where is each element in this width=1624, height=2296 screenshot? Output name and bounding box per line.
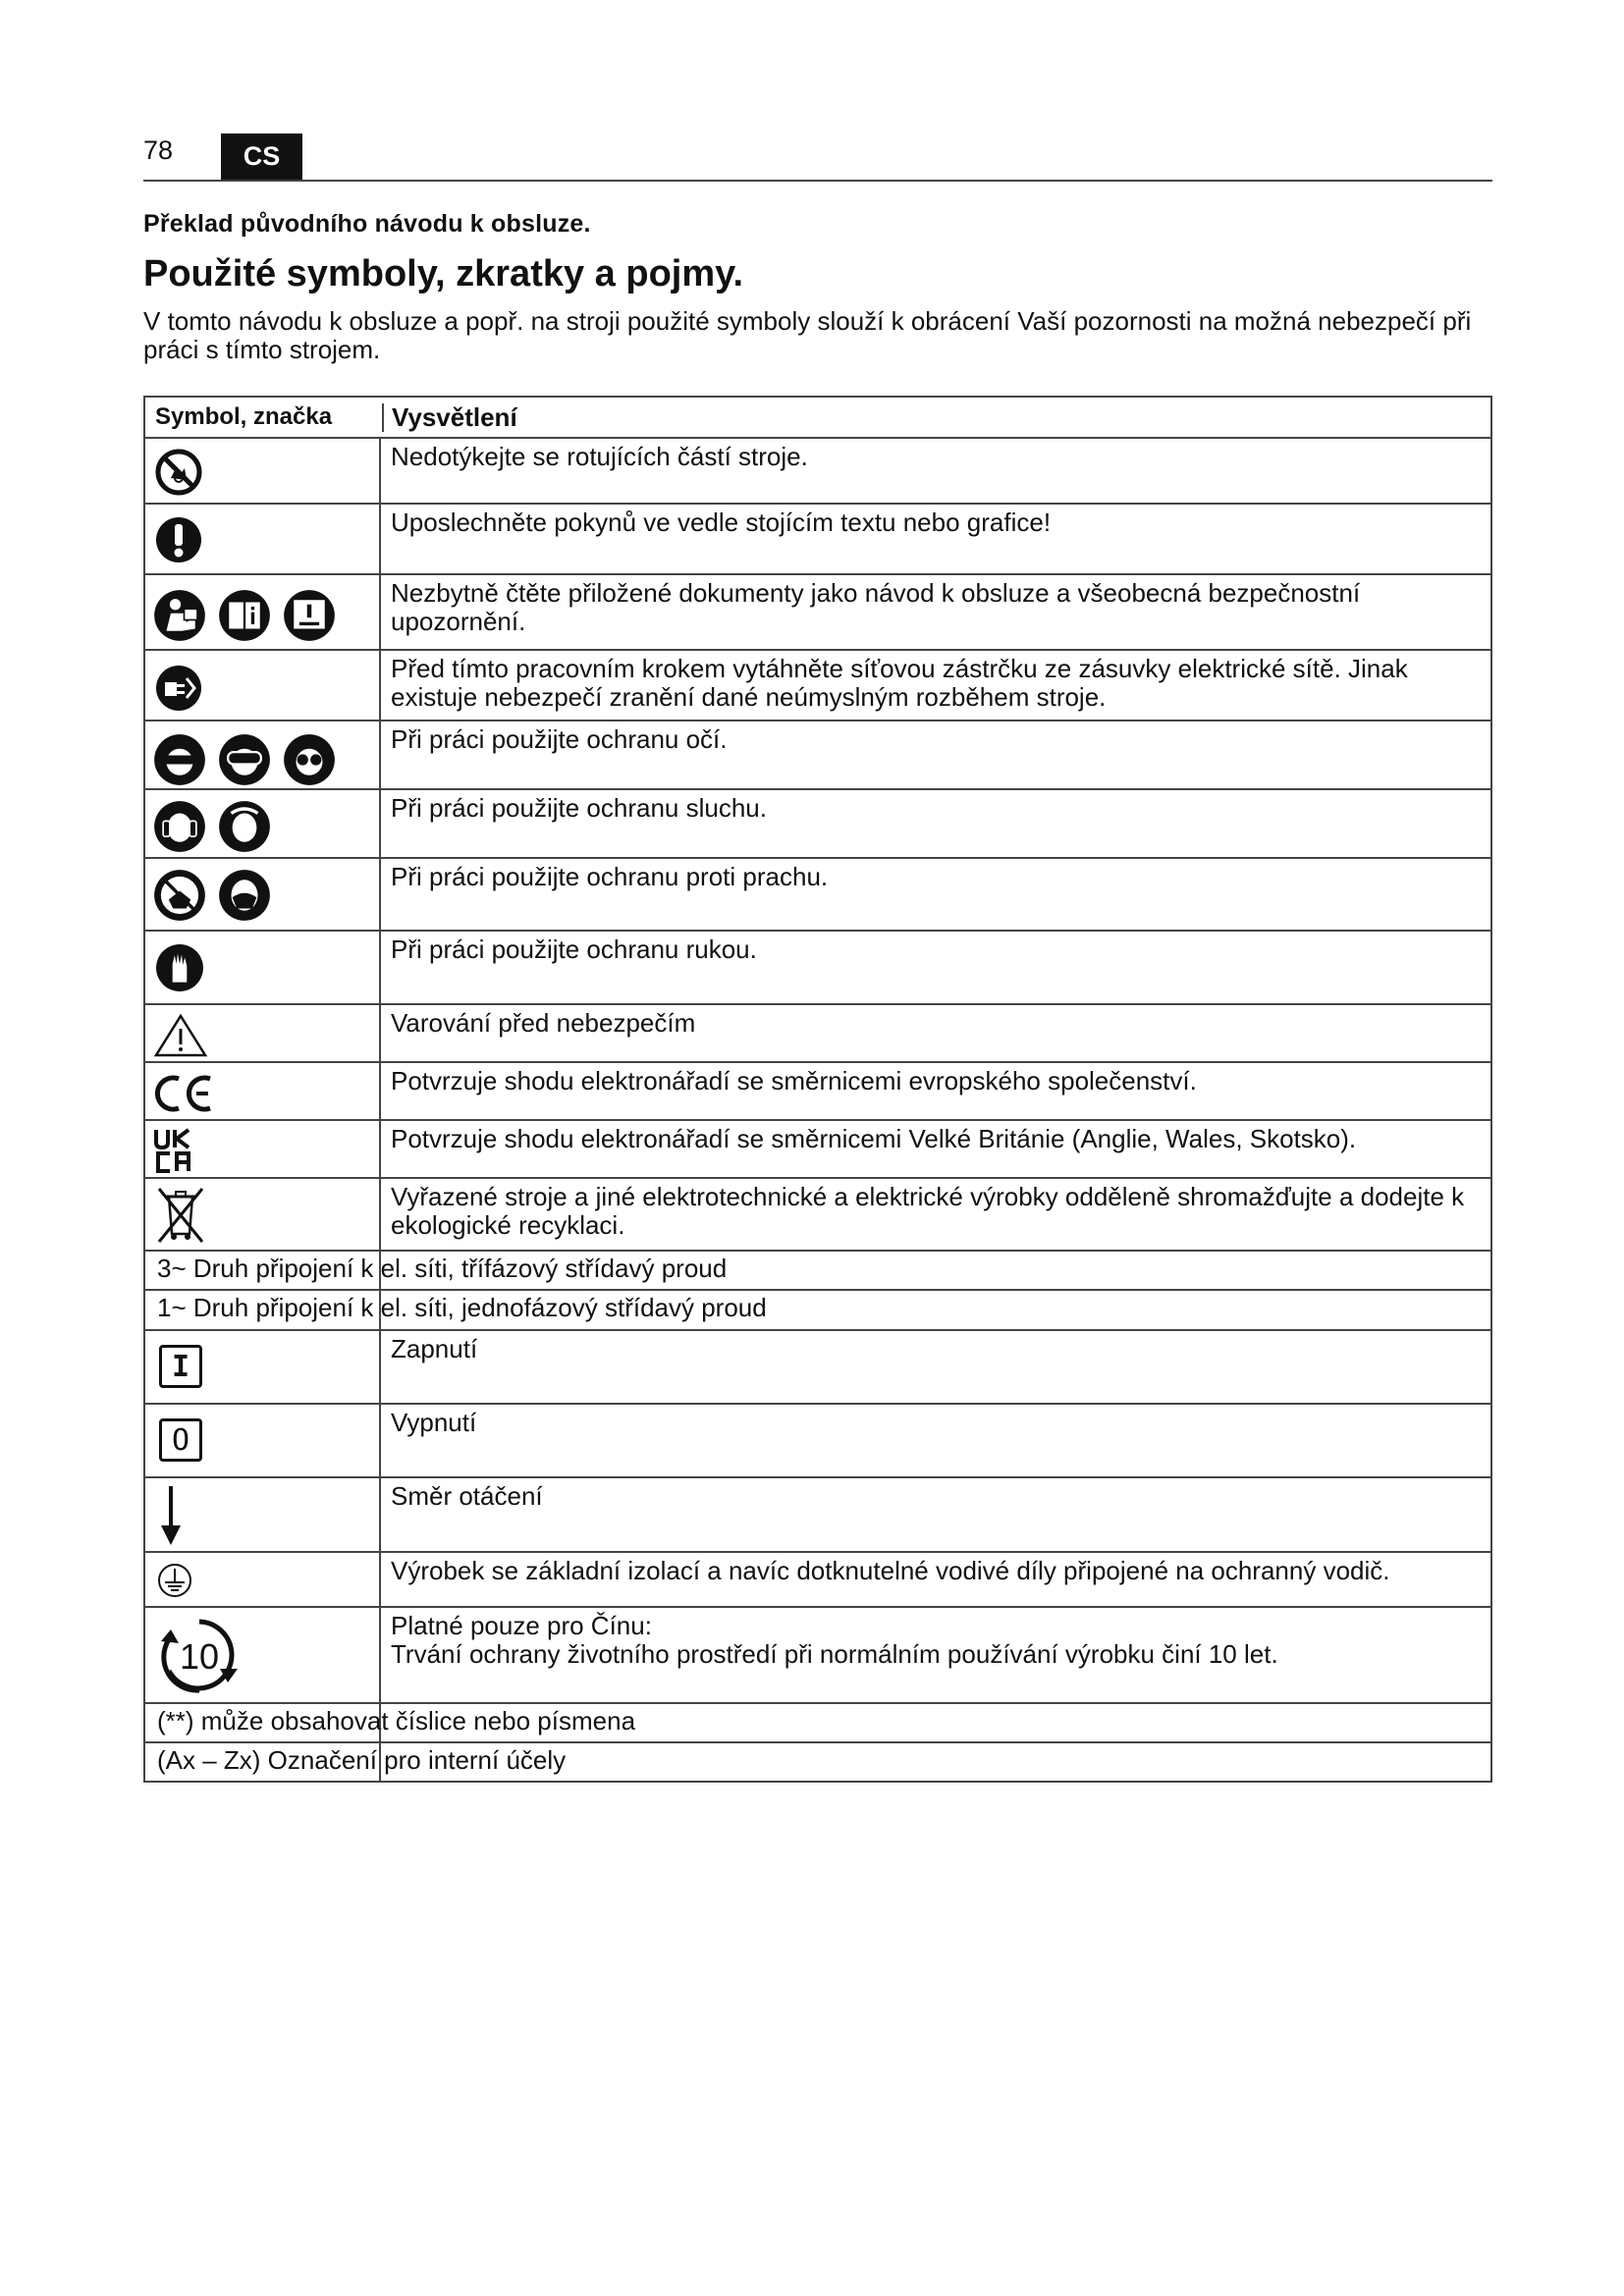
header-symbol: Symbol, značka: [155, 403, 333, 430]
warning-triangle-icon: [153, 1013, 208, 1058]
table-row: [145, 788, 1490, 857]
row-text: Při práci použijte ochranu rukou.: [391, 934, 757, 964]
row-text: Potvrzuje shodu elektronářadí se směrnicemi Velké Británie (Anglie, Wales, Skotsko).: [391, 1124, 1357, 1153]
hearing-protection-icon: [145, 790, 381, 857]
row-text: [391, 1612, 1483, 1669]
face-mask-icon: [218, 869, 271, 922]
table-row: [145, 1476, 1490, 1551]
row-text: Uposlechněte pokynů ve vedle stojícím textu nebo grafice!: [391, 507, 1052, 537]
manual-book-icon: [218, 589, 271, 642]
row-text: 3~ Druh připojení k el. síti, třífázový střídavý proud: [157, 1254, 728, 1283]
no-touch-rotating-icon: [155, 449, 202, 496]
weee-bin-icon: [155, 1185, 206, 1246]
ear-muffs-icon: [153, 800, 206, 853]
row-text: (Ax – Zx) Označení pro interní účely: [157, 1745, 567, 1775]
table-row: [145, 1702, 1490, 1741]
eye-protection-glasses-icon: [283, 733, 336, 786]
table-row: [145, 930, 1490, 1003]
row-text: Potvrzuje shodu elektronářadí se směrnicemi evropského společenství.: [391, 1066, 1197, 1095]
page-title: Použité symboly, zkratky a pojmy.: [143, 253, 744, 294]
row-text: Při práci použijte ochranu očí.: [391, 724, 728, 754]
china-efup-icon: [155, 1614, 244, 1698]
china-efup-label: 10: [179, 1636, 220, 1677]
safety-notes-icon: [283, 589, 336, 642]
table-row: [145, 1003, 1490, 1061]
dust-mask-icon: [145, 859, 381, 930]
table-row: [145, 649, 1490, 720]
ce-mark-icon: [153, 1073, 216, 1114]
table-row: [145, 1061, 1490, 1119]
china-line2: Trvání ochrany životního prostředí při normálním používání výrobku činí 10 let.: [391, 1639, 1278, 1669]
header-explanation: Vysvětlení: [382, 403, 1483, 432]
subtitle: Překlad původního návodu k obsluze.: [143, 210, 591, 238]
row-text: Výrobek se základní izolací a navíc dotknutelné vodivé díly připojené na ochranný vodič.: [391, 1556, 1390, 1585]
table-row: [145, 720, 1490, 788]
table-row: [145, 857, 1490, 930]
eye-protection-goggles-icon: [218, 733, 271, 786]
table-row: [145, 1403, 1490, 1476]
row-text: Nezbytně čtěte přiložené dokumenty jako návod k obsluze a všeobecná bezpečnostní upozornění.: [391, 578, 1361, 636]
china-line1: Platné pouze pro Čínu:: [391, 1611, 652, 1640]
symbol-table: [143, 396, 1492, 1783]
protective-earth-icon: [157, 1563, 192, 1598]
table-row: [145, 1741, 1490, 1781]
table-row: [145, 573, 1490, 649]
row-text: Směr otáčení: [391, 1481, 543, 1511]
rotation-direction-icon: [159, 1484, 183, 1547]
header-divider: [143, 180, 1492, 182]
language-badge: CS: [221, 133, 302, 180]
power-on-icon: I: [159, 1345, 202, 1388]
table-row: [145, 503, 1490, 573]
ukca-mark-icon: [153, 1127, 198, 1174]
row-text: Vypnutí: [391, 1408, 477, 1437]
ear-plugs-icon: [218, 800, 271, 853]
exclamation-icon: [155, 516, 202, 563]
eye-protection-visor-icon: [153, 733, 206, 786]
gloves-icon: [155, 943, 204, 992]
intro-paragraph: V tomto návodu k obsluze a popř. na stroji použité symboly slouží k obrácení Vaší pozornosti na možná nebezpečí při práci s tímto strojem.: [143, 306, 1472, 364]
page-number: 78: [143, 135, 174, 165]
table-row: [145, 1551, 1490, 1606]
table-row: [145, 1177, 1490, 1250]
row-text: Nedotýkejte se rotujících částí stroje.: [391, 442, 808, 471]
row-text: Vyřazené stroje a jiné elektrotechnické a elektrické výrobky odděleně shromažďujte a dodejte k ekologické recyklaci.: [391, 1182, 1465, 1240]
eye-protection-icon: [145, 721, 381, 788]
unplug-icon: [155, 665, 202, 712]
row-text: 1~ Druh připojení k el. síti, jednofázový střídavý proud: [157, 1293, 767, 1322]
table-header-row: [145, 398, 1490, 437]
table-row: [145, 1606, 1490, 1702]
table-row: [145, 437, 1490, 503]
read-manual-person-icon: [153, 589, 206, 642]
respirator-icon: [153, 869, 206, 922]
table-row: [145, 1250, 1490, 1289]
read-manual-icon: [145, 575, 381, 649]
row-text: Před tímto pracovním krokem vytáhněte síťovou zástrčku ze zásuvky elektrické sítě. Jinak existuje nebezpečí zranění dané neúmyslným rozběhem stroje.: [391, 654, 1408, 712]
table-row: [145, 1289, 1490, 1329]
table-row: [145, 1119, 1490, 1177]
power-off-icon: O: [159, 1418, 202, 1462]
row-text: Při práci použijte ochranu proti prachu.: [391, 862, 829, 891]
row-text: Varování před nebezpečím: [391, 1008, 696, 1038]
table-row: [145, 1329, 1490, 1403]
row-text: Při práci použijte ochranu sluchu.: [391, 793, 767, 823]
row-text: Zapnutí: [391, 1334, 478, 1363]
row-text: (**) může obsahovat číslice nebo písmena: [157, 1706, 636, 1735]
